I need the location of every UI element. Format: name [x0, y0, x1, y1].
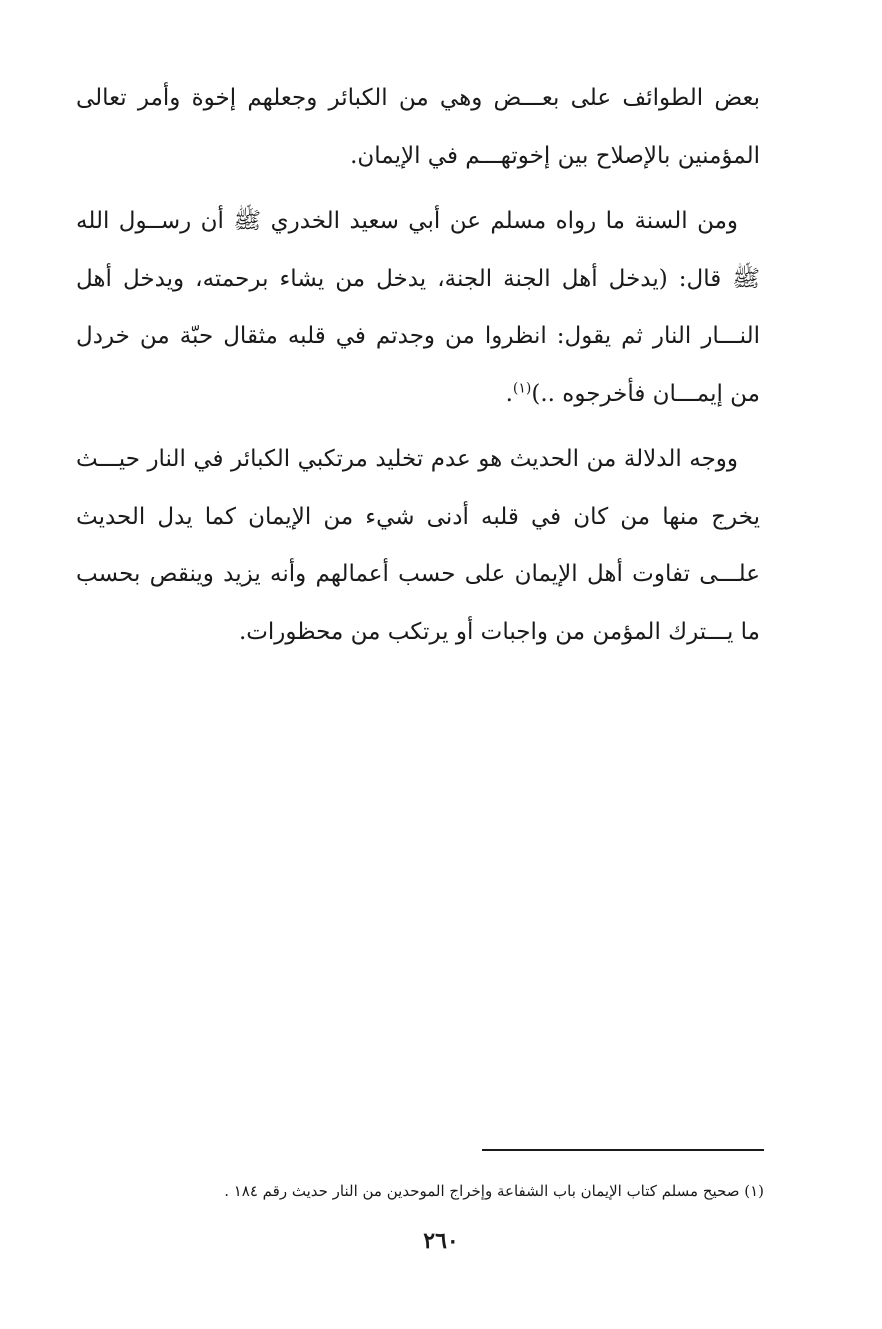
- paragraph-text: بعض الطوائف على بعـــض وهي من الكبائر وجعلهم إخوة وأمر تعالى المؤمنين بالإصلاح بين إخوتهـــم في الإيمان.: [76, 85, 760, 169]
- footnote: (١) صحيح مسلم كتاب الإيمان باب الشفاعة وإخراج الموحدين من النار حديث رقم ١٨٤ .: [224, 1182, 764, 1200]
- paragraph-text: ومن السنة ما رواه مسلم عن أبي سعيد الخدري ﷺ أن رســول الله ﷺ قال: (يدخل أهل الجنة الجنة، يدخل من يشاء برحمته، ويدخل أهل النـــار النار ثم يقول: انظروا من وجدتم في قلبه مثقال حبّة من خردل من إيمـــان فأخرجوه ..): [76, 208, 760, 407]
- footnote-reference[interactable]: (١): [512, 379, 532, 396]
- paragraph-continuation: [76, 70, 760, 185]
- paragraph-text: ووجه الدلالة من الحديث هو عدم تخليد مرتكبي الكبائر في النار حيـــث يخرج منها من كان في قلبه أدنى شيء من الإيمان كما يدل الحديث علـــى تفاوت أهل الإيمان على حسب أعمالهم وأنه يزيد وينقص بحسب ما يـــترك المؤمن من واجبات أو يرتكب من محظورات.: [76, 446, 760, 645]
- page-number: ٢٦٠: [423, 1228, 459, 1254]
- main-text: [76, 70, 760, 669]
- paragraph-evidence: [76, 431, 760, 661]
- paragraph-tail: .: [505, 380, 513, 407]
- paragraph-hadith: [76, 193, 760, 423]
- footnote-divider: [482, 1149, 764, 1151]
